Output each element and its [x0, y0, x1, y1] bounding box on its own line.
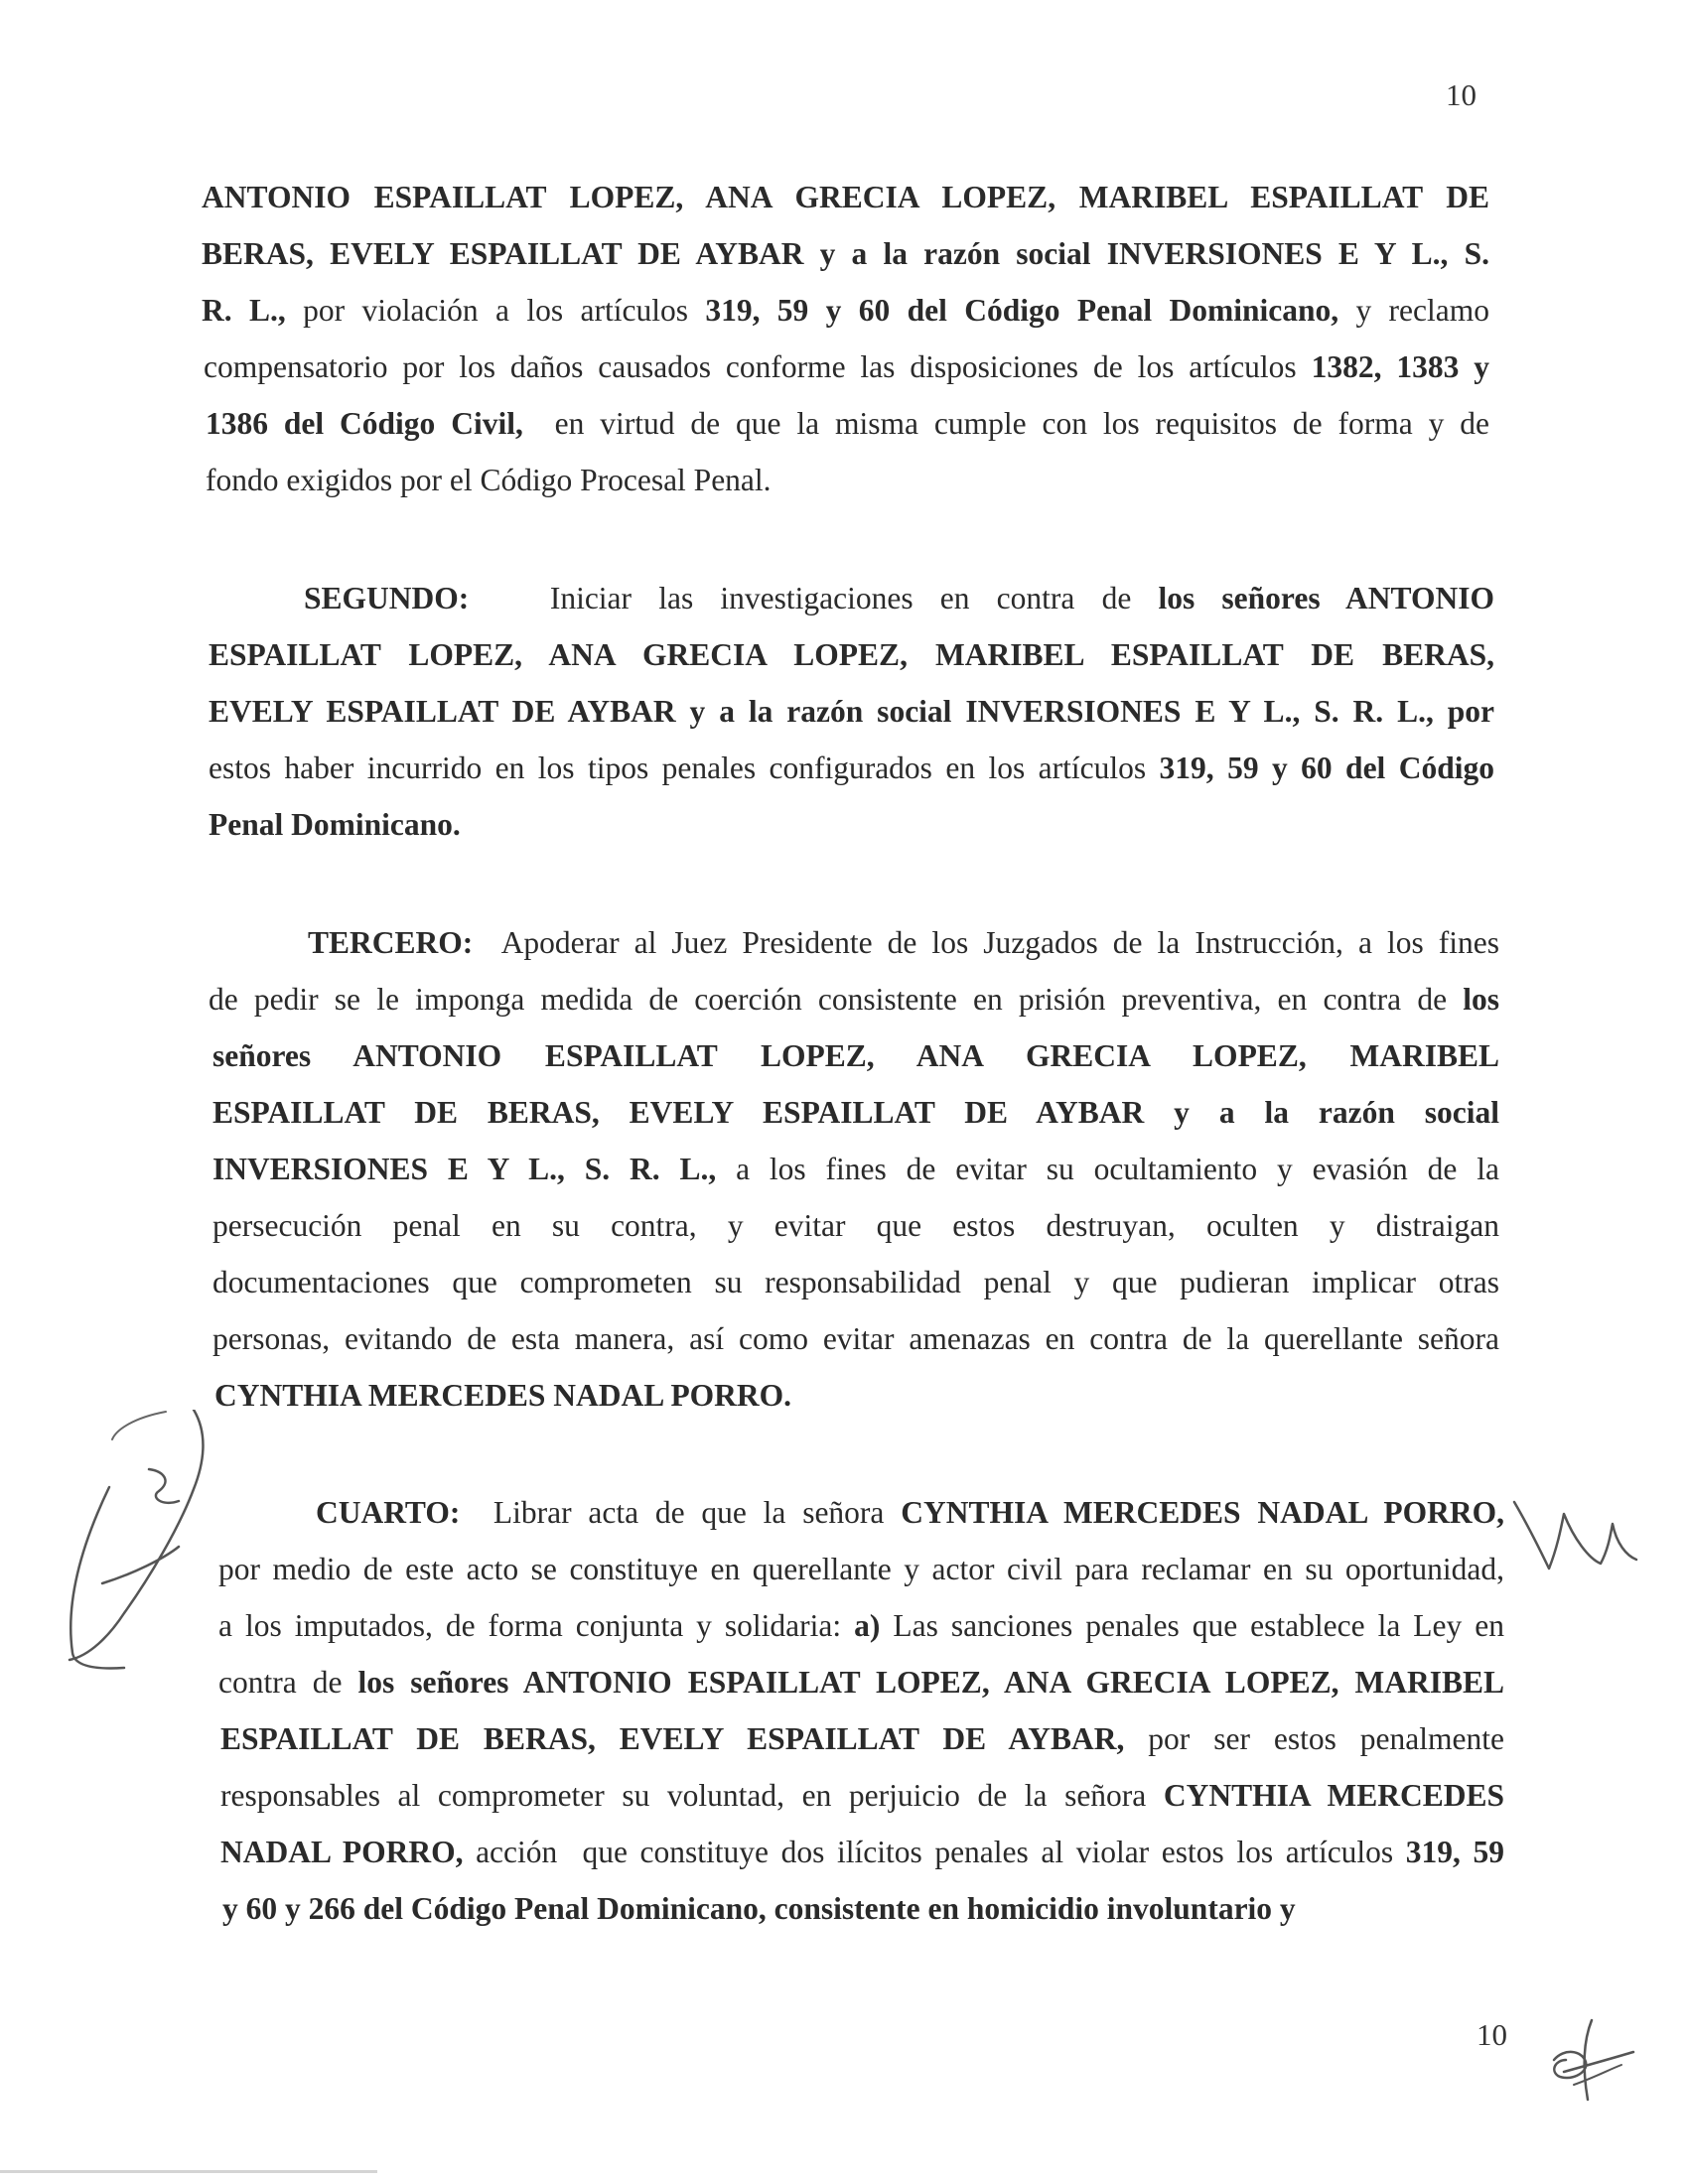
text-line — [220, 1824, 1504, 1880]
text-segment: por ser estos penalmente — [1124, 1721, 1504, 1756]
text-line — [212, 1084, 1499, 1141]
bold-text-segment: los — [1463, 982, 1499, 1017]
bold-text-segment: EVELY ESPAILLAT DE AYBAR y a la razón social INVERSIONES E Y L., S. R. L., por — [209, 694, 1494, 729]
handwritten-initials-left-mark — [55, 1410, 238, 1678]
text-line — [212, 1141, 1499, 1197]
text-segment: estos haber incurrido en los tipos penales configurados en los artículos — [209, 751, 1160, 785]
text-segment: de pedir se le imponga medida de coerción consistente en prisión preventiva, en contra de — [209, 982, 1464, 1017]
text-segment: Las sanciones penales que establece la Ley en — [880, 1608, 1504, 1643]
page-number-bottom: 10 — [1477, 2017, 1507, 2052]
text-line — [209, 683, 1494, 740]
bold-text-segment: NADAL PORRO, — [220, 1835, 464, 1869]
text-line — [308, 914, 1499, 971]
text-segment: Iniciar las investigaciones en contra de — [469, 581, 1159, 615]
bold-text-segment: ESPAILLAT LOPEZ, ANA GRECIA LOPEZ, MARIBEL ESPAILLAT DE BERAS, — [209, 637, 1494, 672]
bold-text-segment: 1386 del Código Civil, — [206, 406, 523, 441]
bold-text-segment: Penal Dominicano. — [209, 807, 461, 842]
text-line — [204, 339, 1489, 395]
text-segment: a los imputados, de forma conjunta y solidaria: — [218, 1608, 855, 1643]
bold-text-segment: a) — [854, 1608, 881, 1643]
page-number-top: 10 — [1446, 77, 1477, 112]
text-segment: a los fines de evitar su ocultamiento y evasión de la — [716, 1152, 1499, 1186]
text-segment: Librar acta de que la señora — [460, 1495, 902, 1530]
text-line — [209, 626, 1494, 683]
text-segment: contra de — [218, 1665, 358, 1700]
bold-text-segment: CYNTHIA MERCEDES NADAL PORRO, — [901, 1495, 1505, 1530]
bold-text-segment: señores ANTONIO ESPAILLAT LOPEZ, ANA GRECIA LOPEZ, MARIBEL — [212, 1038, 1499, 1073]
text-line — [209, 971, 1499, 1027]
text-segment: fondo exigidos por el Código Procesal Penal. — [206, 463, 772, 497]
bold-text-segment: ESPAILLAT DE BERAS, EVELY ESPAILLAT DE AYBAR y a la razón social — [212, 1095, 1499, 1130]
bold-text-segment: TERCERO: — [308, 925, 474, 960]
bold-text-segment: ESPAILLAT DE BERAS, EVELY ESPAILLAT DE AYBAR, — [220, 1721, 1125, 1756]
text-line — [202, 169, 1489, 225]
text-line — [206, 452, 1489, 508]
bold-text-segment: SEGUNDO: — [304, 581, 470, 615]
bold-text-segment: CUARTO: — [316, 1495, 461, 1530]
text-line — [218, 1541, 1504, 1597]
text-line — [316, 1484, 1504, 1541]
text-segment: por medio de este acto se constituye en querellante y actor civil para reclamar en su oportunidad, — [218, 1552, 1504, 1586]
text-line — [220, 1710, 1504, 1767]
text-line — [218, 1654, 1504, 1710]
text-line — [209, 796, 1494, 853]
bold-text-segment: 319, 59 — [1405, 1835, 1505, 1869]
text-line — [212, 1197, 1499, 1254]
text-line — [218, 1597, 1504, 1654]
bold-text-segment: ANTONIO ESPAILLAT LOPEZ, ANA GRECIA LOPEZ, MARIBEL ESPAILLAT DE — [202, 180, 1489, 214]
bold-text-segment: BERAS, EVELY ESPAILLAT DE AYBAR y a la razón social INVERSIONES E Y L., S. — [202, 236, 1489, 271]
bold-text-segment: CYNTHIA MERCEDES — [1163, 1778, 1504, 1813]
text-segment: persecución penal en su contra, y evitar que estos destruyan, oculten y distraigan — [212, 1208, 1499, 1243]
scan-edge-rule — [0, 2170, 377, 2173]
handwritten-signature-bottom-mark — [1544, 2010, 1638, 2119]
bold-text-segment: 319, 59 y 60 del Código Penal Dominicano, — [705, 293, 1339, 328]
text-segment: acción que constituye dos ilícitos penales al violar estos los artículos — [463, 1835, 1406, 1869]
handwritten-initials-right-mark — [1509, 1494, 1638, 1583]
text-line — [209, 740, 1494, 796]
text-segment: Apoderar al Juez Presidente de los Juzgados de la Instrucción, a los fines — [473, 925, 1499, 960]
text-line — [202, 282, 1489, 339]
bold-text-segment: R. L., — [202, 293, 286, 328]
text-line — [212, 1310, 1499, 1367]
text-segment: responsables al comprometer su voluntad, en perjuicio de la señora — [220, 1778, 1164, 1813]
text-line — [212, 1254, 1499, 1310]
text-segment: personas, evitando de esta manera, así como evitar amenazas en contra de la querellante señora — [212, 1321, 1499, 1356]
bold-text-segment: los señores ANTONIO — [1158, 581, 1494, 615]
text-segment: y reclamo — [1338, 293, 1489, 328]
text-line — [304, 570, 1494, 626]
text-line — [222, 1880, 1504, 1937]
bold-text-segment: 1382, 1383 y — [1311, 349, 1489, 384]
text-segment: compensatorio por los daños causados conforme las disposiciones de los artículos — [204, 349, 1312, 384]
bold-text-segment: INVERSIONES E Y L., S. R. L., — [212, 1152, 717, 1186]
text-line — [206, 395, 1489, 452]
text-segment: en virtud de que la misma cumple con los requisitos de forma y de — [522, 406, 1489, 441]
bold-text-segment: los señores ANTONIO ESPAILLAT LOPEZ, ANA GRECIA LOPEZ, MARIBEL — [357, 1665, 1505, 1700]
bold-text-segment: CYNTHIA MERCEDES NADAL PORRO. — [214, 1378, 792, 1413]
text-line — [220, 1767, 1504, 1824]
bold-text-segment: 319, 59 y 60 del Código — [1159, 751, 1494, 785]
text-segment: documentaciones que comprometen su responsabilidad penal y que pudieran implicar otras — [212, 1265, 1499, 1299]
text-line — [214, 1367, 1499, 1424]
text-segment: por violación a los artículos — [285, 293, 706, 328]
text-line — [202, 225, 1489, 282]
bold-text-segment: y 60 y 266 del Código Penal Dominicano, consistente en homicidio involuntario y — [222, 1891, 1296, 1926]
text-line — [212, 1027, 1499, 1084]
